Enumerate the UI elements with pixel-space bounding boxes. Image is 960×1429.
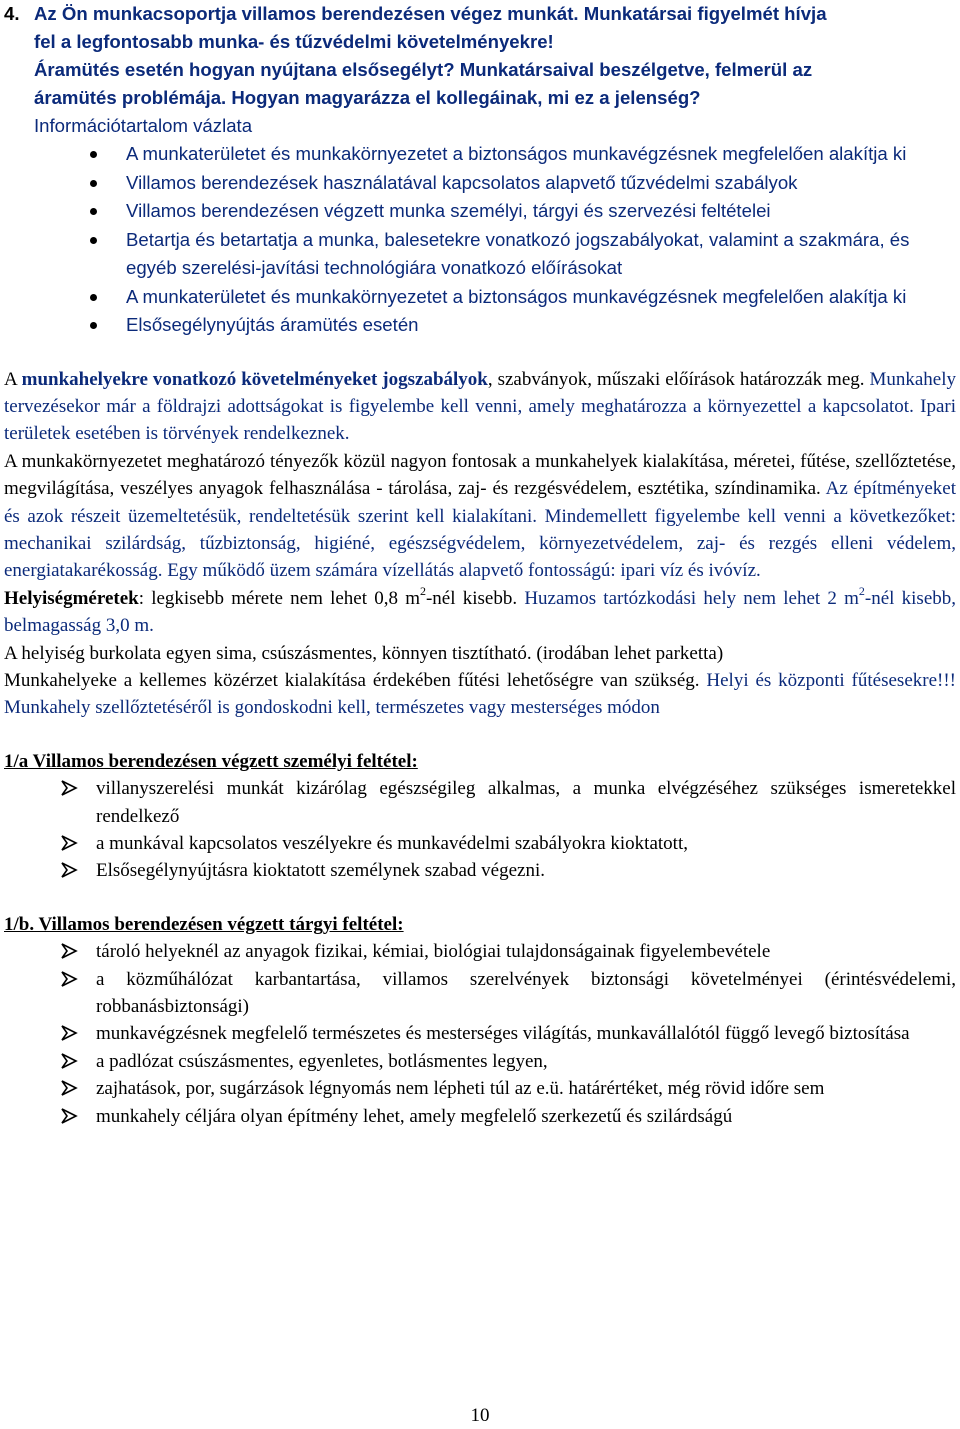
spacer — [4, 340, 956, 366]
section-personal-title: 1/a Villamos berendezésen végzett személyi feltétel: — [4, 750, 418, 772]
question-line-3: Áramütés esetén hogyan nyújtana elsősegélyt? Munkatársaival beszélgetve, felmerül az — [34, 59, 813, 80]
arrow-bullet-icon — [60, 780, 78, 796]
arrow-bullet-icon — [60, 1080, 78, 1096]
arrow-bullet-icon — [60, 1025, 78, 1041]
outline-item: Betartja és betartatja a munka, balesetekre vonatkozó jogszabályokat, valamint a szakmára, és egyéb szerelési-javítási technológiára vonatkozó előírásokat — [4, 226, 956, 283]
spacer — [4, 885, 956, 911]
list-item: zajhatások, por, sugárzások légnyomás nem lépheti túl az e.ü. határértéket, még rövid időre sem — [4, 1075, 956, 1102]
outline-item: A munkaterületet és munkakörnyezetet a biztonságos munkavégzésnek megfelelően alakítja ki — [4, 140, 956, 169]
outline-item: Villamos berendezésen végzett munka személyi, tárgyi és szervezési feltételei — [4, 197, 956, 226]
bullet-dot-icon — [90, 180, 97, 187]
paragraph-heating: Munkahelyeke a kellemes közérzet kialakítása érdekében fűtési lehetőségre van szükség. Helyi és központi fűtésesekre!!! Munkahely szellőztetéséről is gondoskodni kell, természetes vagy mesterséges módon — [4, 669, 956, 719]
list-item: a közműhálózat karbantartása, villamos szerelvények biztonsági követelményei (érintésvédelemi, robbanásbiztonsági) — [4, 966, 956, 1021]
arrow-bullet-icon — [60, 862, 78, 878]
question-heading — [4, 0, 956, 112]
bullet-dot-icon — [90, 237, 97, 244]
bullet-dot-icon — [90, 294, 97, 301]
personal-conditions-list — [4, 775, 956, 885]
spacer — [4, 722, 956, 748]
paragraph-environment: A munkakörnyezetet meghatározó tényezők közül nagyon fontosak a munkahelyek kialakítása, méretei, fűtése, szellőztetése, megvilágítása, veszélyes anyagok felhasználása - tárolása, zaj- és rezgésvédelem, esztétika, színdinamika. Az építményeket és azok részeit üzemeltetésük, rendeltetésük szerint kell kialakítani. Mindemellett figyelembe kell venni a következőket: mechanikai szilárdság, tűzbiztonság, higiéné, egészségvédelem, környezetvédelem, zaj- és rezgés elleni védelem, energiatakarékosság. Egy működő üzem számára vízellátás alapvető fontosságú: ipari víz és ivóvíz. — [4, 450, 956, 582]
list-item: a munkával kapcsolatos veszélyekre és munkavédelmi szabályokra kioktatott, — [4, 830, 956, 857]
section-material-title: 1/b. Villamos berendezésen végzett tárgyi feltétel: — [4, 913, 404, 935]
arrow-bullet-icon — [60, 835, 78, 851]
question-number: 4. — [4, 3, 20, 24]
question-line-2: fel a legfontosabb munka- és tűzvédelmi követelményekre! — [34, 31, 554, 52]
paragraph-requirements: A munkahelyekre vonatkozó követelményeket jogszabályok, szabványok, műszaki előírások határozzák meg. Munkahely tervezésekor már a földrajzi adottságokat is figyelembe kell venni, amely meghatározza a környezettel a kapcsolatot. Ipari területek esetében is törvények rendelkeznek. — [4, 368, 956, 445]
question-line-1: 4. Az Ön munkacsoportja villamos berendezésen végez munkát. Munkatársai figyelmét hívja — [4, 0, 956, 28]
outline-title: Információtartalom vázlata — [34, 115, 253, 136]
list-item: munkavégzésnek megfelelő természetes és mesterséges világítás, munkavállalótól függő levegő biztosítása — [4, 1020, 956, 1047]
arrow-bullet-icon — [60, 943, 78, 959]
bullet-dot-icon — [90, 208, 97, 215]
question-line-4: áramütés problémája. Hogyan magyarázza el kollegáinak, mi ez a jelenség? — [34, 87, 701, 108]
list-item: Elsősegélynyújtásra kioktatott személynek szabad végezni. — [4, 857, 956, 884]
arrow-bullet-icon — [60, 971, 78, 987]
arrow-bullet-icon — [60, 1053, 78, 1069]
list-item: a padlózat csúszásmentes, egyenletes, botlásmentes legyen, — [4, 1048, 956, 1075]
document-page — [4, 0, 956, 1130]
paragraph-room-sizes: Helyiségméretek: legkisebb mérete nem lehet 0,8 $m^2$-nél kisebb. Huzamos tartózkodási hely nem lehet 2 $m^2$-nél kisebb, belmagasság 3,0 m. — [4, 584, 957, 637]
list-item: villanyszerelési munkát kizárólag egészségileg alkalmas, a munka elvégzéséhez szükséges ismeretekkel rendelkező — [4, 775, 956, 830]
list-item: tároló helyeknél az anyagok fizikai, kémiai, biológiai tulajdonságainak figyelembevétele — [4, 938, 956, 965]
outline-item: Villamos berendezések használatával kapcsolatos alapvető tűzvédelmi szabályok — [4, 169, 956, 198]
list-item: munkahely céljára olyan építmény lehet, amely megfelelő szerkezetű és szilárdságú — [4, 1103, 956, 1130]
outline-list — [4, 140, 956, 340]
arrow-bullet-icon — [60, 1108, 78, 1124]
emphasis-text: Helyiségméretek — [4, 587, 139, 609]
emphasis-text: munkahelyekre vonatkozó követelményeket jogszabályok — [21, 368, 488, 390]
bullet-dot-icon — [90, 322, 97, 329]
outline-item: Elsősegélynyújtás áramütés esetén — [4, 311, 956, 340]
outline-item: A munkaterületet és munkakörnyezetet a biztonságos munkavégzésnek megfelelően alakítja ki — [4, 283, 956, 312]
bullet-dot-icon — [90, 151, 97, 158]
page-number: 10 — [470, 1405, 490, 1426]
material-conditions-list — [4, 938, 956, 1130]
paragraph-flooring: A helyiség burkolata egyen sima, csúszásmentes, könnyen tisztítható. (irodában lehet parketta) — [4, 642, 724, 664]
